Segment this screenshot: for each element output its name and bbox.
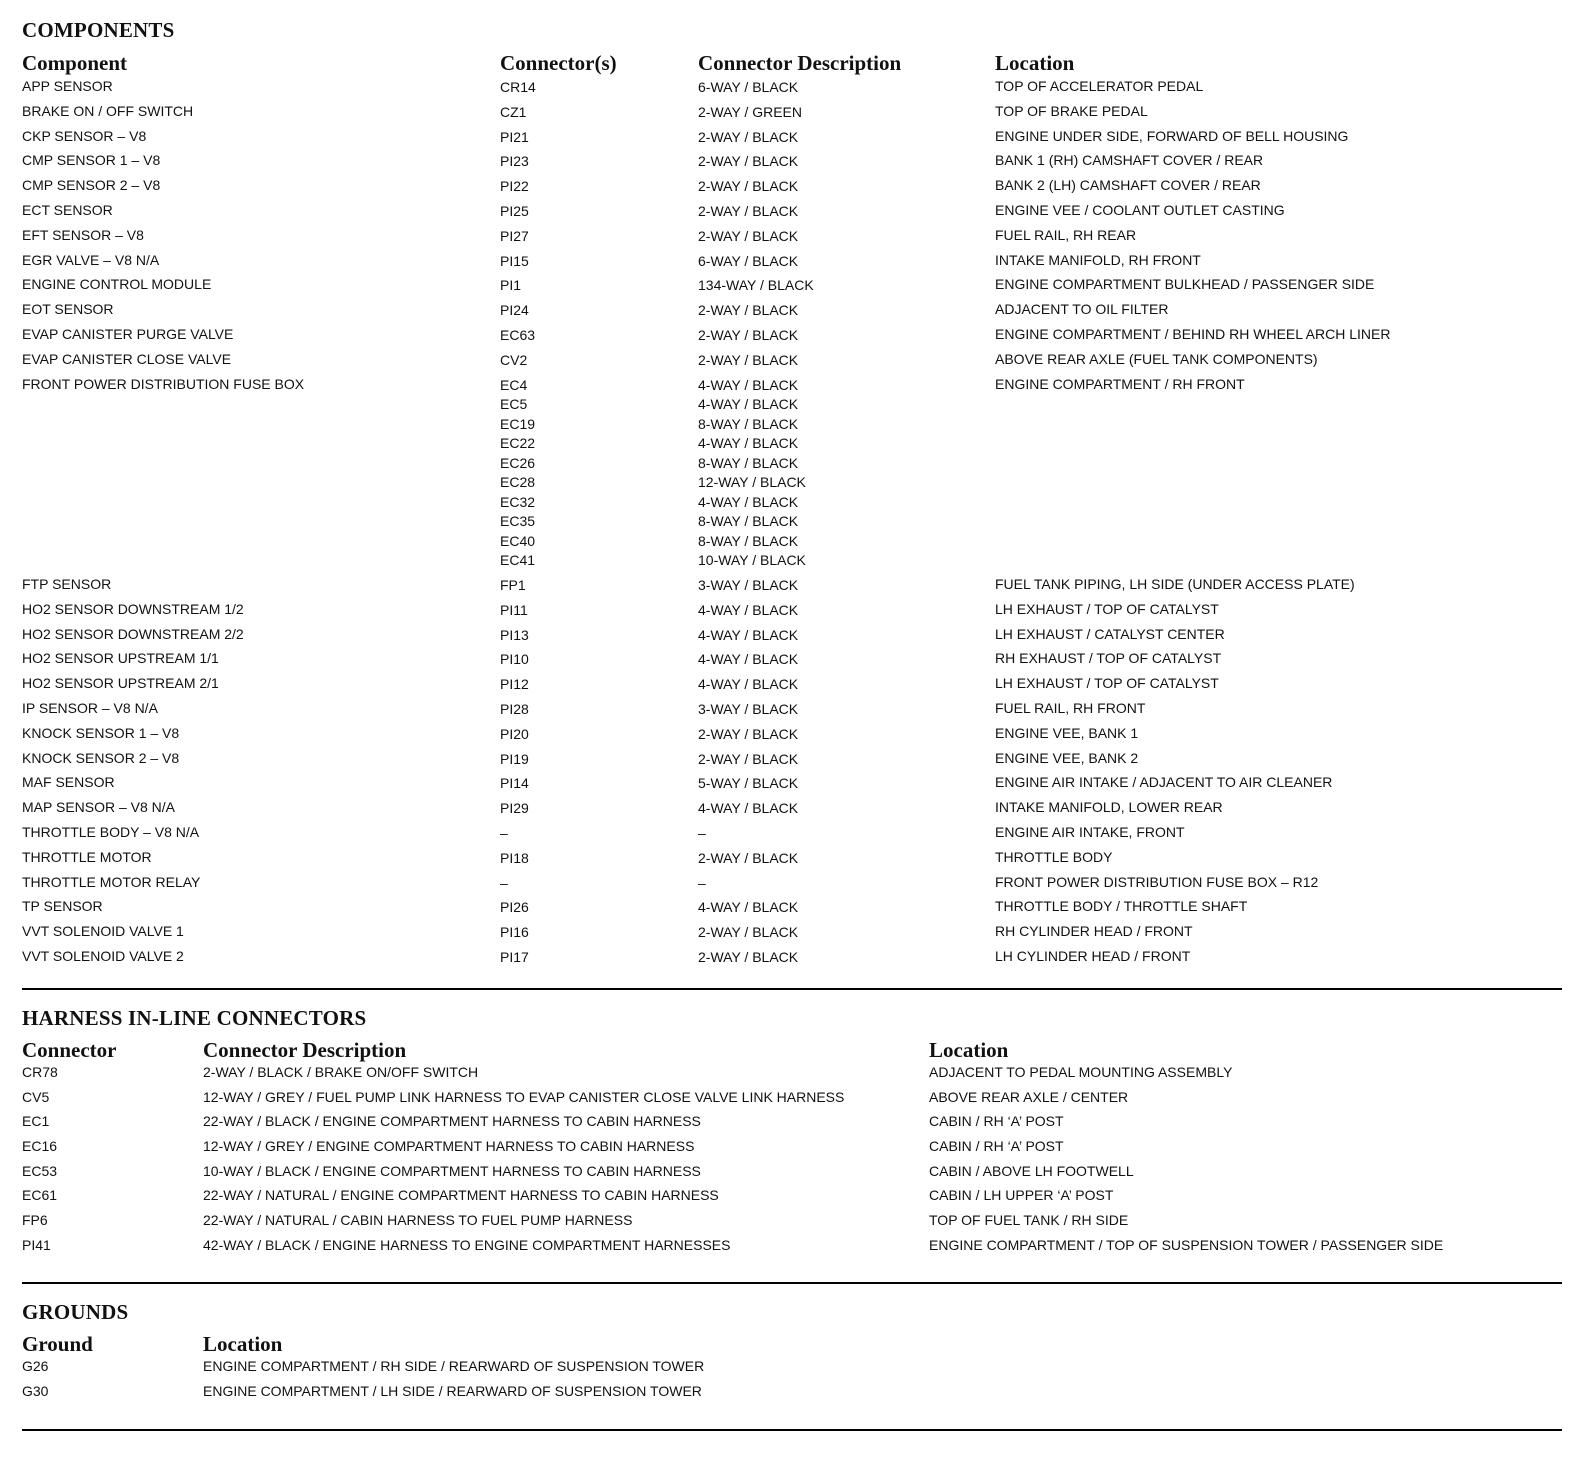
harness-description: 2-WAY / BLACK / BRAKE ON/OFF SWITCH <box>203 1064 479 1080</box>
harness-description: 42-WAY / BLACK / ENGINE HARNESS TO ENGINE COMPARTMENT HARNESSES <box>203 1236 731 1253</box>
connector-id: PI27 <box>500 227 529 244</box>
connector-description: 4-WAY / BLACK <box>698 435 799 452</box>
connector-description: 4-WAY / BLACK <box>698 376 799 393</box>
connector-description: 3-WAY / BLACK <box>698 577 799 594</box>
table-row <box>22 576 1562 601</box>
component-location: FUEL RAIL, RH FRONT <box>995 700 1146 717</box>
description-list <box>698 301 798 321</box>
grounds-table-body <box>22 1358 1562 1407</box>
connector-list <box>500 177 529 197</box>
connector-id: – <box>500 874 508 891</box>
description-list <box>698 874 706 894</box>
component-name: THROTTLE MOTOR <box>22 848 152 865</box>
description-list <box>698 103 802 123</box>
description-list <box>698 700 798 720</box>
component-location: RH CYLINDER HEAD / FRONT <box>995 923 1193 940</box>
table-row <box>22 177 1562 202</box>
component-name: MAF SENSOR <box>22 774 115 791</box>
harness-description: 12-WAY / GREY / FUEL PUMP LINK HARNESS TO EVAP CANISTER CLOSE VALVE LINK HARNESS <box>203 1088 845 1105</box>
connector-description: – <box>698 825 706 842</box>
description-list <box>698 78 798 98</box>
component-name: HO2 SENSOR UPSTREAM 2/1 <box>22 675 219 692</box>
connector-list <box>500 202 529 222</box>
connector-list <box>500 227 529 247</box>
connector-description: – <box>698 874 706 891</box>
table-row <box>22 1138 1562 1163</box>
connector-id: PI16 <box>500 924 529 941</box>
header-location: Location <box>929 1038 1009 1062</box>
connector-id: PI19 <box>500 750 529 767</box>
component-name: BRAKE ON / OFF SWITCH <box>22 102 194 119</box>
connector-description: 4-WAY / BLACK <box>698 626 799 643</box>
component-name: ECT SENSOR <box>22 201 113 218</box>
component-name: IP SENSOR – V8 N/A <box>22 700 158 717</box>
harness-connector-id: CV5 <box>22 1088 50 1105</box>
connector-description: 4-WAY / BLACK <box>698 396 799 413</box>
table-row <box>22 128 1562 153</box>
description-list <box>698 923 798 943</box>
connector-id: EC41 <box>500 552 536 569</box>
component-name: ENGINE CONTROL MODULE <box>22 276 212 293</box>
description-list <box>698 326 798 346</box>
connector-description: 2-WAY / BLACK <box>698 924 799 941</box>
table-row <box>22 650 1562 675</box>
connector-list <box>500 351 527 371</box>
description-list <box>698 376 806 571</box>
table-row <box>22 725 1562 750</box>
connector-list <box>500 650 529 670</box>
description-list <box>698 650 798 670</box>
connector-description: 4-WAY / BLACK <box>698 899 799 916</box>
connector-id: PI10 <box>500 651 529 668</box>
component-location: ENGINE VEE / COOLANT OUTLET CASTING <box>995 201 1285 218</box>
connector-list <box>500 128 529 148</box>
header-location: Location <box>995 51 1075 75</box>
components-section <box>22 18 1562 973</box>
connector-description: 2-WAY / BLACK <box>698 725 799 742</box>
connector-description: 2-WAY / BLACK <box>698 202 799 219</box>
connector-description: 4-WAY / BLACK <box>698 800 799 817</box>
component-location: ENGINE AIR INTAKE, FRONT <box>995 824 1185 841</box>
component-name: VVT SOLENOID VALVE 1 <box>22 923 184 940</box>
connector-list <box>500 626 529 646</box>
description-list <box>698 576 798 596</box>
connector-id: EC35 <box>500 513 536 530</box>
component-location: LH CYLINDER HEAD / FRONT <box>995 948 1191 965</box>
grounds-title: GROUNDS <box>22 1300 129 1324</box>
table-row <box>22 1358 1562 1383</box>
component-name: EVAP CANISTER CLOSE VALVE <box>22 350 232 367</box>
table-row <box>22 1212 1562 1237</box>
table-row <box>22 1187 1562 1212</box>
connector-id: PI29 <box>500 800 529 817</box>
connector-id: – <box>500 825 508 842</box>
connector-id: PI13 <box>500 626 529 643</box>
connector-description: 6-WAY / BLACK <box>698 252 799 269</box>
connector-description: 2-WAY / GREEN <box>698 103 802 120</box>
component-name: VVT SOLENOID VALVE 2 <box>22 948 184 965</box>
connector-list <box>500 576 526 596</box>
components-title: COMPONENTS <box>22 18 175 42</box>
connector-id: CR14 <box>500 79 536 95</box>
connector-list <box>500 774 529 794</box>
harness-description: 22-WAY / NATURAL / CABIN HARNESS TO FUEL PUMP HARNESS <box>203 1212 633 1229</box>
connector-description: 2-WAY / BLACK <box>698 326 799 343</box>
connector-id: PI23 <box>500 153 529 170</box>
description-list <box>698 601 798 621</box>
connector-id: EC4 <box>500 376 528 393</box>
connector-description: 5-WAY / BLACK <box>698 775 799 792</box>
connector-id: PI20 <box>500 725 529 742</box>
table-row <box>22 700 1562 725</box>
description-list <box>698 252 798 272</box>
connector-description: 4-WAY / BLACK <box>698 601 799 618</box>
component-location: ENGINE UNDER SIDE, FORWARD OF BELL HOUSING <box>995 127 1349 144</box>
table-row <box>22 326 1562 351</box>
connector-id: CV2 <box>500 351 528 368</box>
table-row <box>22 103 1562 128</box>
connector-list <box>500 849 529 869</box>
connector-description: 6-WAY / BLACK <box>698 79 799 95</box>
component-location: THROTTLE BODY <box>995 848 1113 865</box>
connector-list <box>500 898 529 918</box>
connector-description: 4-WAY / BLACK <box>698 493 799 510</box>
connector-list <box>500 152 529 172</box>
component-name: CMP SENSOR 2 – V8 <box>22 177 161 194</box>
component-location: ENGINE COMPARTMENT BULKHEAD / PASSENGER SIDE <box>995 276 1375 293</box>
component-name: CMP SENSOR 1 – V8 <box>22 152 161 169</box>
component-name: MAP SENSOR – V8 N/A <box>22 799 176 816</box>
header-ground: Ground <box>22 1332 93 1356</box>
connector-list <box>500 923 529 943</box>
harness-section <box>22 1006 1562 1262</box>
components-header-row <box>22 51 1562 81</box>
component-name: KNOCK SENSOR 2 – V8 <box>22 749 180 766</box>
harness-location: CABIN / ABOVE LH FOOTWELL <box>929 1162 1134 1179</box>
component-location: INTAKE MANIFOLD, LOWER REAR <box>995 799 1223 816</box>
description-list <box>698 152 798 172</box>
connector-id: EC32 <box>500 493 536 510</box>
component-name: KNOCK SENSOR 1 – V8 <box>22 724 180 741</box>
connector-id: PI1 <box>500 277 522 294</box>
harness-location: CABIN / LH UPPER ‘A’ POST <box>929 1187 1114 1204</box>
component-name: EOT SENSOR <box>22 301 114 318</box>
description-list <box>698 948 798 968</box>
connector-list <box>500 601 528 621</box>
connector-id: PI21 <box>500 128 529 145</box>
component-location: FRONT POWER DISTRIBUTION FUSE BOX – R12 <box>995 873 1319 890</box>
component-location: FUEL TANK PIPING, LH SIDE (UNDER ACCESS PLATE) <box>995 576 1355 593</box>
connector-list <box>500 78 536 98</box>
component-location: ENGINE COMPARTMENT / BEHIND RH WHEEL ARCH LINER <box>995 325 1391 342</box>
component-location: LH EXHAUST / TOP OF CATALYST <box>995 600 1219 617</box>
description-list <box>698 227 798 247</box>
connector-list <box>500 276 521 296</box>
description-list <box>698 849 798 869</box>
connector-list <box>500 700 529 720</box>
table-row <box>22 849 1562 874</box>
component-location: ENGINE AIR INTAKE / ADJACENT TO AIR CLEANER <box>995 774 1333 791</box>
connector-list <box>500 799 529 819</box>
component-name: HO2 SENSOR DOWNSTREAM 1/2 <box>22 600 244 617</box>
connector-description: 8-WAY / BLACK <box>698 532 799 549</box>
ground-id: G30 <box>22 1382 49 1399</box>
connector-list <box>500 824 508 844</box>
description-list <box>698 351 798 371</box>
component-location: RH EXHAUST / TOP OF CATALYST <box>995 650 1222 667</box>
component-location: ENGINE COMPARTMENT / RH FRONT <box>995 375 1245 392</box>
description-list <box>698 177 798 197</box>
description-list <box>698 202 798 222</box>
components-table-body <box>22 78 1562 973</box>
ground-location: ENGINE COMPARTMENT / LH SIDE / REARWARD OF SUSPENSION TOWER <box>203 1382 702 1399</box>
connector-list <box>500 948 529 968</box>
connector-description: 2-WAY / BLACK <box>698 227 799 244</box>
table-row <box>22 351 1562 376</box>
harness-location: TOP OF FUEL TANK / RH SIDE <box>929 1212 1129 1229</box>
header-connectors: Connector(s) <box>500 51 617 75</box>
table-row <box>22 301 1562 326</box>
component-name: TP SENSOR <box>22 898 103 915</box>
ground-id: G26 <box>22 1358 49 1374</box>
harness-connector-id: EC16 <box>22 1138 58 1155</box>
connector-description: 2-WAY / BLACK <box>698 128 799 145</box>
component-location: ABOVE REAR AXLE (FUEL TANK COMPONENTS) <box>995 350 1318 367</box>
table-row <box>22 1237 1562 1262</box>
harness-location: ABOVE REAR AXLE / CENTER <box>929 1088 1129 1105</box>
connector-id: EC22 <box>500 435 536 452</box>
connector-id: EC63 <box>500 326 536 343</box>
component-location: TOP OF ACCELERATOR PEDAL <box>995 78 1204 94</box>
harness-description: 10-WAY / BLACK / ENGINE COMPARTMENT HARNESS TO CABIN HARNESS <box>203 1162 701 1179</box>
connector-id: PI26 <box>500 899 529 916</box>
component-name: FRONT POWER DISTRIBUTION FUSE BOX <box>22 375 305 392</box>
description-list <box>698 626 798 646</box>
component-location: ENGINE VEE, BANK 1 <box>995 724 1139 741</box>
connector-list <box>500 252 529 272</box>
header-component: Component <box>22 51 128 75</box>
harness-location: ENGINE COMPARTMENT / TOP OF SUSPENSION TOWER / PASSENGER SIDE <box>929 1236 1444 1253</box>
table-row <box>22 276 1562 301</box>
table-row <box>22 152 1562 177</box>
component-location: TOP OF BRAKE PEDAL <box>995 102 1148 119</box>
table-row <box>22 675 1562 700</box>
table-row <box>22 750 1562 775</box>
connector-id: EC40 <box>500 532 536 549</box>
description-list <box>698 276 814 296</box>
connector-list <box>500 376 535 571</box>
header-connector: Connector <box>22 1038 117 1062</box>
connector-id: EC19 <box>500 415 536 432</box>
description-list <box>698 725 798 745</box>
connector-id: CZ1 <box>500 103 527 120</box>
harness-location: CABIN / RH ‘A’ POST <box>929 1113 1064 1130</box>
harness-location: ADJACENT TO PEDAL MOUNTING ASSEMBLY <box>929 1064 1233 1080</box>
component-location: THROTTLE BODY / THROTTLE SHAFT <box>995 898 1248 915</box>
description-list <box>698 750 798 770</box>
description-list <box>698 824 706 844</box>
section-divider <box>22 988 1562 990</box>
harness-connector-id: CR78 <box>22 1064 58 1080</box>
connector-list <box>500 750 529 770</box>
connector-id: EC5 <box>500 396 528 413</box>
connector-id: EC28 <box>500 474 536 491</box>
component-name: THROTTLE BODY – V8 N/A <box>22 824 200 841</box>
table-row <box>22 824 1562 849</box>
harness-connector-id: EC1 <box>22 1113 50 1130</box>
section-divider <box>22 1282 1562 1284</box>
description-list <box>698 774 798 794</box>
connector-description: 10-WAY / BLACK <box>698 552 806 569</box>
component-name: EVAP CANISTER PURGE VALVE <box>22 325 234 342</box>
table-row <box>22 202 1562 227</box>
connector-id: PI24 <box>500 302 529 319</box>
connector-description: 2-WAY / BLACK <box>698 849 799 866</box>
connector-id: PI17 <box>500 949 529 966</box>
connector-description: 3-WAY / BLACK <box>698 701 799 718</box>
connector-id: PI14 <box>500 775 529 792</box>
header-location: Location <box>203 1332 283 1356</box>
connector-list <box>500 301 529 321</box>
table-row <box>22 1383 1562 1408</box>
component-name: FTP SENSOR <box>22 576 112 593</box>
harness-description: 22-WAY / BLACK / ENGINE COMPARTMENT HARNESS TO CABIN HARNESS <box>203 1113 701 1130</box>
table-row <box>22 948 1562 973</box>
component-location: ENGINE VEE, BANK 2 <box>995 749 1139 766</box>
connector-description: 4-WAY / BLACK <box>698 651 799 668</box>
component-location: LH EXHAUST / TOP OF CATALYST <box>995 675 1219 692</box>
component-name: THROTTLE MOTOR RELAY <box>22 873 201 890</box>
connector-description: 4-WAY / BLACK <box>698 676 799 693</box>
table-row <box>22 1064 1562 1089</box>
header-connector-description: Connector Description <box>203 1038 407 1062</box>
table-row <box>22 923 1562 948</box>
harness-connector-id: PI41 <box>22 1236 51 1253</box>
harness-table-body <box>22 1064 1562 1262</box>
connector-description: 12-WAY / BLACK <box>698 474 806 491</box>
connector-id: PI18 <box>500 849 529 866</box>
component-location: BANK 2 (LH) CAMSHAFT COVER / REAR <box>995 177 1261 194</box>
harness-description: 12-WAY / GREY / ENGINE COMPARTMENT HARNESS TO CABIN HARNESS <box>203 1138 695 1155</box>
table-row <box>22 1163 1562 1188</box>
connector-description: 134-WAY / BLACK <box>698 277 814 294</box>
component-location: ADJACENT TO OIL FILTER <box>995 301 1169 318</box>
connector-list <box>500 326 535 346</box>
harness-connector-id: FP6 <box>22 1212 48 1229</box>
connector-description: 2-WAY / BLACK <box>698 302 799 319</box>
connector-description: 2-WAY / BLACK <box>698 351 799 368</box>
table-row <box>22 1089 1562 1114</box>
component-name: EGR VALVE – V8 N/A <box>22 251 160 268</box>
component-location: FUEL RAIL, RH REAR <box>995 226 1137 243</box>
description-list <box>698 799 798 819</box>
connector-description: 2-WAY / BLACK <box>698 178 799 195</box>
table-row <box>22 626 1562 651</box>
harness-location: CABIN / RH ‘A’ POST <box>929 1138 1064 1155</box>
connector-id: FP1 <box>500 577 526 594</box>
ground-location: ENGINE COMPARTMENT / RH SIDE / REARWARD OF SUSPENSION TOWER <box>203 1358 705 1374</box>
harness-connector-id: EC61 <box>22 1187 58 1204</box>
component-location: LH EXHAUST / CATALYST CENTER <box>995 625 1225 642</box>
table-row <box>22 252 1562 277</box>
connector-id: PI22 <box>500 178 529 195</box>
table-row <box>22 227 1562 252</box>
table-row <box>22 799 1562 824</box>
header-connector-description: Connector Description <box>698 51 902 75</box>
connector-id: EC26 <box>500 454 536 471</box>
connector-description: 2-WAY / BLACK <box>698 750 799 767</box>
table-row <box>22 774 1562 799</box>
harness-description: 22-WAY / NATURAL / ENGINE COMPARTMENT HARNESS TO CABIN HARNESS <box>203 1187 719 1204</box>
table-row <box>22 1113 1562 1138</box>
description-list <box>698 128 798 148</box>
table-row <box>22 874 1562 899</box>
connector-id: PI28 <box>500 701 529 718</box>
table-row <box>22 78 1562 103</box>
table-row <box>22 376 1562 577</box>
component-name: HO2 SENSOR UPSTREAM 1/1 <box>22 650 219 667</box>
connector-list <box>500 675 529 695</box>
component-name: APP SENSOR <box>22 78 113 94</box>
table-row <box>22 898 1562 923</box>
connector-list <box>500 874 508 894</box>
connector-list <box>500 103 526 123</box>
connector-id: PI15 <box>500 252 529 269</box>
harness-connector-id: EC53 <box>22 1162 58 1179</box>
component-location: INTAKE MANIFOLD, RH FRONT <box>995 251 1201 268</box>
connector-list <box>500 725 529 745</box>
grounds-section <box>22 1300 1562 1407</box>
connector-id: PI11 <box>500 601 528 618</box>
description-list <box>698 675 798 695</box>
component-name: HO2 SENSOR DOWNSTREAM 2/2 <box>22 625 244 642</box>
section-divider <box>22 1429 1562 1431</box>
harness-title: HARNESS IN-LINE CONNECTORS <box>22 1006 367 1030</box>
connector-id: PI12 <box>500 676 529 693</box>
component-name: CKP SENSOR – V8 <box>22 127 147 144</box>
connector-description: 8-WAY / BLACK <box>698 513 799 530</box>
connector-description: 8-WAY / BLACK <box>698 415 799 432</box>
connector-description: 2-WAY / BLACK <box>698 949 799 966</box>
table-row <box>22 601 1562 626</box>
component-location: BANK 1 (RH) CAMSHAFT COVER / REAR <box>995 152 1264 169</box>
connector-id: PI25 <box>500 202 529 219</box>
connector-description: 8-WAY / BLACK <box>698 454 799 471</box>
connector-description: 2-WAY / BLACK <box>698 153 799 170</box>
description-list <box>698 898 798 918</box>
component-name: EFT SENSOR – V8 <box>22 226 144 243</box>
